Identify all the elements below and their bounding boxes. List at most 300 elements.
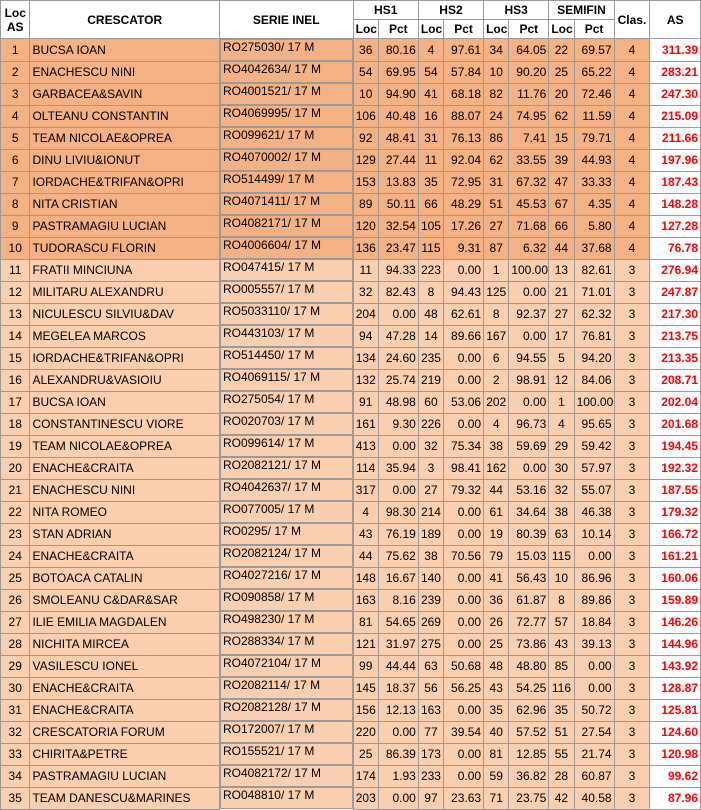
as-score: 211.66 [650, 127, 701, 149]
hs3-loc: 59 [484, 765, 509, 787]
hs1-loc: 156 [353, 699, 378, 721]
semifin-loc: 10 [549, 567, 574, 589]
hs2-pct: 56.25 [444, 677, 484, 699]
ring-sex: M [304, 634, 315, 648]
table-row [1, 699, 701, 721]
ring-year: 17 [294, 150, 308, 164]
col-as-header: AS [650, 1, 701, 39]
hs3-loc: 41 [484, 567, 509, 589]
row-number: 2 [1, 61, 30, 83]
semifin-pct: 69.57 [574, 39, 614, 62]
ring-year: 17 [293, 678, 307, 692]
hs1-pct: 94.90 [378, 83, 418, 105]
country-code: RO [222, 150, 241, 164]
hs2-pct: 23.63 [444, 787, 484, 809]
ring-id: 5033110/ [240, 304, 291, 318]
hs2-pct: 50.68 [444, 655, 484, 677]
ring-year: 17 [287, 414, 302, 428]
country-code: RO [222, 788, 241, 802]
ring-number [241, 194, 320, 214]
crescator-name: NITA ROMEO [30, 501, 219, 523]
ring-id: 099621/ [240, 128, 285, 142]
hs3-loc: 31 [484, 171, 509, 193]
serie-inel [220, 677, 353, 699]
country-code: RO [222, 62, 241, 76]
hs2-pct-header: Pct [444, 20, 484, 39]
table-row [1, 655, 701, 677]
serie-inel [220, 699, 353, 721]
hs1-loc: 81 [353, 611, 378, 633]
hs3-pct: 80.39 [509, 523, 549, 545]
crescator-name: OLTEANU CONSTANTIN [30, 105, 219, 127]
hs1-loc: 204 [353, 303, 378, 325]
crescator-name: SMOLEANU C&DAR&SAR [30, 589, 219, 611]
as-score: 128.87 [650, 677, 701, 699]
country-code: RO [222, 546, 241, 560]
ring-sex: M [304, 128, 315, 142]
hs1-loc: 99 [353, 655, 378, 677]
crescator-name: CONSTANTINESCU VIORE [30, 413, 219, 435]
ring-number [241, 370, 320, 390]
clas-value: 3 [614, 457, 650, 479]
country-code: RO [222, 568, 241, 582]
crescator-name: MEGELEA MARCOS [30, 325, 219, 347]
as-score: 143.92 [650, 655, 701, 677]
hs3-pct: 61.87 [509, 589, 549, 611]
hs2-pct: 92.04 [444, 149, 484, 171]
ring-id: 4082172/ [240, 766, 291, 780]
ring-sex: M [304, 392, 315, 406]
crescator-name: IORDACHE&TRIFAN&OPRI [30, 347, 219, 369]
clas-value: 3 [614, 721, 650, 743]
table-row [1, 413, 701, 435]
hs1-pct: 0.00 [378, 787, 418, 809]
semifin-loc: 115 [549, 545, 574, 567]
as-score: 217.30 [650, 303, 701, 325]
hs2-loc: 38 [418, 545, 443, 567]
hs3-pct: 74.95 [509, 105, 549, 127]
hs3-pct: 72.77 [509, 611, 549, 633]
hs3-pct: 98.91 [509, 369, 549, 391]
hs3-loc: 86 [484, 127, 509, 149]
semifin-loc: 27 [549, 303, 574, 325]
crescator-name: PASTRAMAGIU LUCIAN [30, 215, 219, 237]
ring-year: 17 [294, 216, 308, 230]
ring-sex: M [304, 744, 315, 758]
semifin-pct: 40.58 [574, 787, 614, 809]
hs1-pct: 80.16 [378, 39, 418, 62]
serie-inel [220, 347, 353, 369]
country-code: RO [222, 282, 241, 296]
hs1-pct: 18.37 [378, 677, 418, 699]
hs2-pct: 39.54 [444, 721, 484, 743]
ring-year: 17 [293, 370, 307, 384]
row-number: 13 [1, 303, 30, 325]
ring-number [241, 238, 321, 258]
ring-year: 17 [287, 722, 302, 736]
clas-value: 4 [614, 215, 650, 237]
hs3-pct: 12.85 [509, 743, 549, 765]
clas-value: 4 [614, 127, 650, 149]
row-number: 15 [1, 347, 30, 369]
semifin-loc: 55 [549, 743, 574, 765]
as-score: 213.75 [650, 325, 701, 347]
ring-id: 4027216/ [240, 568, 291, 582]
semifin-pct: 37.68 [574, 237, 614, 259]
row-number: 24 [1, 545, 30, 567]
hs3-loc: 36 [484, 589, 509, 611]
as-score: 124.60 [650, 721, 701, 743]
hs2-pct: 62.61 [444, 303, 484, 325]
hs1-pct: 13.83 [378, 171, 418, 193]
hs3-pct: 34.64 [509, 501, 549, 523]
serie-inel [220, 369, 353, 391]
hs1-pct: 44.44 [378, 655, 418, 677]
ring-year: 17 [294, 238, 308, 252]
row-number: 32 [1, 721, 30, 743]
ring-number [241, 788, 314, 808]
ring-number [241, 106, 321, 126]
ring-number [241, 590, 314, 610]
hs2-loc: 105 [418, 215, 443, 237]
ring-id: 020703/ [240, 414, 285, 428]
semifin-loc: 12 [549, 369, 574, 391]
table-row [1, 127, 701, 149]
ring-year: 17 [294, 106, 308, 120]
ring-year: 17 [294, 84, 308, 98]
crescator-name: CHIRITA&PETRE [30, 743, 219, 765]
ring-sex: M [304, 40, 315, 54]
hs3-loc: 71 [484, 787, 509, 809]
clas-value: 3 [614, 765, 650, 787]
clas-value: 3 [614, 325, 650, 347]
hs1-pct: 82.43 [378, 281, 418, 303]
clas-value: 3 [614, 369, 650, 391]
semifin-loc: 20 [549, 83, 574, 105]
semifin-pct: 50.72 [574, 699, 614, 721]
row-number: 14 [1, 325, 30, 347]
hs1-pct: 76.19 [378, 523, 418, 545]
hs3-loc-header: Loc [484, 20, 509, 39]
ring-sex: M [311, 700, 322, 714]
semifin-pct: 21.74 [574, 743, 614, 765]
hs3-pct: 0.00 [509, 281, 549, 303]
crescator-name: IORDACHE&TRIFAN&OPRI [30, 171, 219, 193]
row-number: 3 [1, 83, 30, 105]
crescator-name: TEAM DANESCU&MARINES [30, 787, 219, 809]
ring-year: 17 [287, 612, 302, 626]
ring-sex: M [304, 282, 315, 296]
country-code: RO [222, 700, 241, 714]
serie-inel [220, 149, 353, 171]
hs3-pct: 7.41 [509, 127, 549, 149]
semifin-pct: 11.59 [574, 105, 614, 127]
hs2-pct: 9.31 [444, 237, 484, 259]
country-code: RO [222, 502, 241, 516]
semifin-pct: 72.46 [574, 83, 614, 105]
table-row [1, 171, 701, 193]
semifin-loc: 5 [549, 347, 574, 369]
serie-inel [220, 281, 353, 303]
ring-year: 17 [294, 700, 308, 714]
ring-year: 17 [294, 568, 308, 582]
hs3-pct: 64.05 [509, 39, 549, 62]
hs3-pct: 23.75 [509, 787, 549, 809]
serie-inel [220, 413, 353, 435]
ring-year: 17 [294, 546, 308, 560]
country-code: RO [222, 304, 241, 318]
hs1-pct: 50.11 [378, 193, 418, 215]
as-score: 146.26 [650, 611, 701, 633]
hs2-pct: 0.00 [444, 347, 484, 369]
row-number: 18 [1, 413, 30, 435]
semifin-loc: 62 [549, 105, 574, 127]
hs3-pct: 94.55 [509, 347, 549, 369]
hs1-pct: 35.94 [378, 457, 418, 479]
hs2-loc: 31 [418, 127, 443, 149]
ring-sex: M [311, 568, 322, 582]
hs3-pct: 53.16 [509, 479, 549, 501]
serie-inel [220, 787, 353, 809]
hs1-pct-header: Pct [378, 20, 418, 39]
clas-value: 3 [614, 501, 650, 523]
hs2-pct: 0.00 [444, 633, 484, 655]
as-score: 187.55 [650, 479, 701, 501]
ring-id: 288334/ [240, 634, 285, 648]
ring-sex: M [311, 216, 322, 230]
hs3-loc: 81 [484, 743, 509, 765]
row-number: 5 [1, 127, 30, 149]
row-number: 9 [1, 215, 30, 237]
hs1-pct: 0.00 [378, 435, 418, 457]
hs3-loc: 2 [484, 369, 509, 391]
ring-number [241, 392, 314, 412]
as-score: 283.21 [650, 61, 701, 83]
hs1-loc: 36 [353, 39, 378, 62]
semifin-pct: 0.00 [574, 655, 614, 677]
hs2-loc: 66 [418, 193, 443, 215]
semifin-loc: 38 [549, 501, 574, 523]
semifin-loc: 17 [549, 325, 574, 347]
serie-inel [220, 501, 353, 523]
serie-inel [220, 545, 353, 567]
hs3-pct-header: Pct [509, 20, 549, 39]
semifin-pct: 27.54 [574, 721, 614, 743]
hs1-pct: 31.97 [378, 633, 418, 655]
hs1-pct: 24.60 [378, 347, 418, 369]
ring-sex: M [310, 304, 321, 318]
row-number: 28 [1, 633, 30, 655]
hs1-pct: 12.13 [378, 699, 418, 721]
table-row [1, 325, 701, 347]
clas-value: 3 [614, 611, 650, 633]
semifin-loc: 44 [549, 237, 574, 259]
row-number: 20 [1, 457, 30, 479]
hs1-loc: 317 [353, 479, 378, 501]
as-score: 201.68 [650, 413, 701, 435]
col-loc-as-header: Loc AS [1, 1, 30, 39]
ring-number [241, 458, 321, 478]
ring-year: 17 [287, 128, 302, 142]
ring-id: 4070002/ [240, 150, 291, 164]
ring-sex: M [310, 194, 321, 208]
ring-id: 077005/ [240, 502, 285, 516]
hs1-loc: 121 [353, 633, 378, 655]
ring-number [241, 722, 314, 742]
clas-value: 3 [614, 391, 650, 413]
ring-id: 2082124/ [240, 546, 291, 560]
ring-sex: M [304, 502, 315, 516]
serie-inel [220, 61, 353, 83]
hs1-loc: 153 [353, 171, 378, 193]
hs2-loc: 140 [418, 567, 443, 589]
crescator-name: MILITARU ALEXANDRU [30, 281, 219, 303]
table-row [1, 523, 701, 545]
row-number: 27 [1, 611, 30, 633]
serie-inel [220, 303, 353, 325]
clas-value: 3 [614, 413, 650, 435]
as-score: 208.71 [650, 369, 701, 391]
hs2-pct: 53.06 [444, 391, 484, 413]
ring-sex: M [311, 480, 322, 494]
semifin-pct: 94.20 [574, 347, 614, 369]
hs3-pct: 54.25 [509, 677, 549, 699]
hs2-loc: 97 [418, 787, 443, 809]
crescator-name: NICHITA MIRCEA [30, 633, 219, 655]
ring-year: 17 [294, 62, 308, 76]
ring-number [241, 700, 321, 720]
hs2-loc: 239 [418, 589, 443, 611]
ring-number [241, 656, 321, 676]
table-row [1, 149, 701, 171]
semifin-pct: 62.32 [574, 303, 614, 325]
clas-value: 3 [614, 567, 650, 589]
hs1-loc: 10 [353, 83, 378, 105]
table-row [1, 611, 701, 633]
crescator-name: FRATII MINCIUNA [30, 259, 219, 281]
semifin-loc: 25 [549, 61, 574, 83]
hs2-pct: 89.66 [444, 325, 484, 347]
crescator-name: ENACHESCU NINI [30, 61, 219, 83]
semifin-pct: 4.35 [574, 193, 614, 215]
clas-value: 4 [614, 61, 650, 83]
ring-year: 17 [287, 326, 302, 340]
crescator-name: ENACHE&CRAITA [30, 545, 219, 567]
ring-year: 17 [287, 788, 302, 802]
semifin-pct: 86.96 [574, 567, 614, 589]
hs3-pct: 59.69 [509, 435, 549, 457]
hs3-loc: 34 [484, 39, 509, 62]
semifin-loc: 85 [549, 655, 574, 677]
semifin-pct-header: Pct [574, 20, 614, 39]
hs2-pct: 0.00 [444, 765, 484, 787]
semifin-loc: 35 [549, 699, 574, 721]
hs2-pct: 17.26 [444, 215, 484, 237]
hs1-loc: 54 [353, 61, 378, 83]
ring-id: 514499/ [240, 172, 285, 186]
table-row [1, 743, 701, 765]
ring-sex: M [311, 766, 322, 780]
row-number: 17 [1, 391, 30, 413]
ring-year: 17 [294, 458, 308, 472]
ring-number [241, 766, 321, 786]
serie-inel [220, 127, 353, 149]
hs1-loc: 220 [353, 721, 378, 743]
ring-year: 17 [287, 590, 302, 604]
serie-inel [220, 215, 353, 237]
col-hs3-header: HS3 [484, 1, 549, 20]
hs3-pct: 0.00 [509, 457, 549, 479]
hs3-loc: 62 [484, 149, 509, 171]
hs1-pct: 32.54 [378, 215, 418, 237]
ring-number [241, 480, 321, 500]
hs1-pct: 1.93 [378, 765, 418, 787]
as-score: 161.21 [650, 545, 701, 567]
hs3-pct: 71.68 [509, 215, 549, 237]
clas-value: 3 [614, 523, 650, 545]
semifin-loc-header: Loc [549, 20, 574, 39]
hs3-loc: 4 [484, 413, 509, 435]
as-score: 202.04 [650, 391, 701, 413]
hs3-loc: 48 [484, 655, 509, 677]
hs3-loc: 44 [484, 479, 509, 501]
row-number: 33 [1, 743, 30, 765]
hs1-pct: 40.48 [378, 105, 418, 127]
as-score: 144.96 [650, 633, 701, 655]
hs1-pct: 0.00 [378, 721, 418, 743]
country-code: RO [222, 612, 241, 626]
semifin-pct: 10.14 [574, 523, 614, 545]
hs3-pct: 15.03 [509, 545, 549, 567]
ring-number [241, 414, 314, 434]
table-row [1, 61, 701, 83]
hs3-pct: 90.20 [509, 61, 549, 83]
as-score: 194.45 [650, 435, 701, 457]
semifin-pct: 79.71 [574, 127, 614, 149]
country-code: RO [222, 722, 241, 736]
country-code: RO [222, 370, 241, 384]
hs3-pct: 92.37 [509, 303, 549, 325]
hs3-loc: 38 [484, 435, 509, 457]
semifin-loc: 67 [549, 193, 574, 215]
ring-year: 17 [293, 304, 307, 318]
hs2-pct: 57.84 [444, 61, 484, 83]
semifin-pct: 82.61 [574, 259, 614, 281]
as-score: 179.32 [650, 501, 701, 523]
semifin-loc: 13 [549, 259, 574, 281]
as-score: 125.81 [650, 699, 701, 721]
hs1-pct: 47.28 [378, 325, 418, 347]
hs3-pct: 33.55 [509, 149, 549, 171]
crescator-name: BUCSA IOAN [30, 39, 219, 62]
ring-id: 2082128/ [240, 700, 291, 714]
col-hs2-header: HS2 [418, 1, 483, 20]
ring-id: 155521/ [240, 744, 285, 758]
hs1-loc: 163 [353, 589, 378, 611]
country-code: RO [222, 128, 241, 142]
hs3-pct: 0.00 [509, 325, 549, 347]
row-number: 1 [1, 39, 30, 62]
semifin-pct: 57.97 [574, 457, 614, 479]
crescator-name: DINU LIVIU&IONUT [30, 149, 219, 171]
country-code: RO [222, 348, 241, 362]
ring-number [241, 150, 321, 170]
semifin-loc: 28 [549, 765, 574, 787]
hs2-pct: 68.18 [444, 83, 484, 105]
serie-inel [220, 611, 353, 633]
row-number: 4 [1, 105, 30, 127]
row-number: 7 [1, 171, 30, 193]
